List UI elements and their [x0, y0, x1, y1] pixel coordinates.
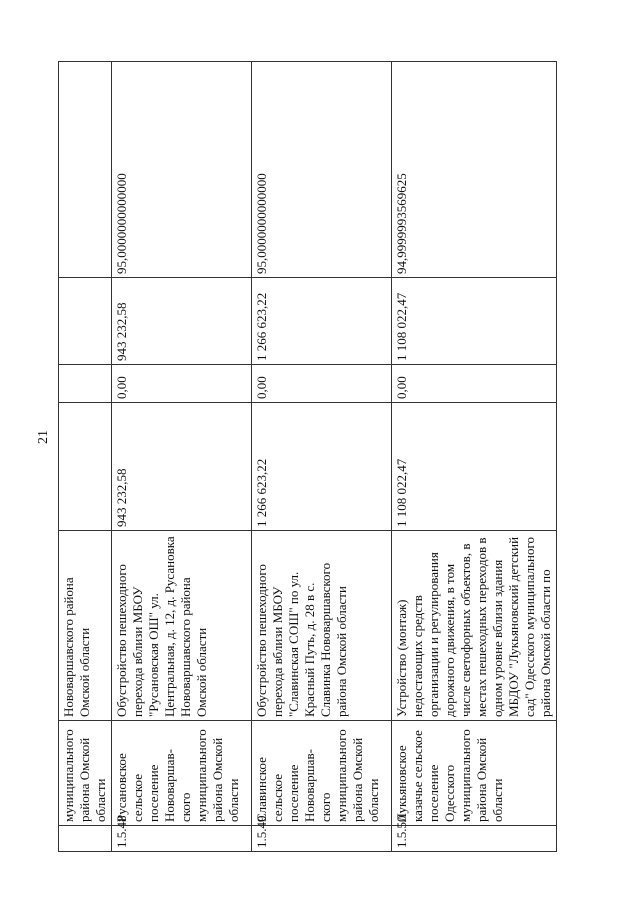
page-number: 21 [36, 430, 51, 444]
object-cell: Нововаршавского района Омской области [59, 531, 112, 721]
table-row [252, 62, 392, 852]
row-number-cell: 1.5.50 [392, 826, 557, 852]
amount-total-cell: 1 266 623,22 [252, 403, 392, 531]
settlement-cell: Славинское сельское поселение Нововаршав-ского муниципального района Омской области [252, 721, 392, 826]
amount-subsidy-cell: 1 108 022,47 [392, 278, 557, 365]
amount-total-cell: 1 108 022,47 [392, 403, 557, 531]
object-cell: Обустройство пешеходного перехода вблизи МБОУ "Славинская СОШ" по ул. Красный Путь, д. 28 в с. Славинка Нововаршавского района Омской области [252, 531, 392, 721]
table-row [392, 62, 557, 852]
percent-cell: 95,0000000000000 [252, 62, 392, 278]
object-cell: Устройство (монтаж) недостающих средств организации и регулирования дорожного движения, в том числе светофорных объектов, в местах пешеходных переходов в одном уровне вблизи здания МБДОУ "Лукьяновский детский сад" Одесского муниципального района Омской области по [392, 531, 557, 721]
rotated-table-container [58, 62, 557, 852]
table-row [59, 62, 112, 852]
settlement-cell: Русановское сельское поселение Нововаршав-ского муниципального района Омской области [112, 721, 252, 826]
amount-subsidy-cell: 943 232,58 [112, 278, 252, 365]
percent-cell: 94,9999993569625 [392, 62, 557, 278]
settlement-cell: муниципального района Омской области [59, 721, 112, 826]
percent-cell [59, 62, 112, 278]
amount-subsidy-cell [59, 278, 112, 365]
amount-local-cell: 0,00 [392, 365, 557, 403]
settlement-cell: Лукьяновское казачье сельское поселение Одесского муниципального района Омской области [392, 721, 557, 826]
amount-local-cell [59, 365, 112, 403]
object-cell: Обустройство пешеходного перехода вблизи МБОУ "Русановская ОШ" ул. Центральная, д. 12, д. Русановка Нововаршавского района Омской области [112, 531, 252, 721]
row-number-cell: 1.5.49 [252, 826, 392, 852]
amount-local-cell: 0,00 [112, 365, 252, 403]
amount-total-cell: 943 232,58 [112, 403, 252, 531]
percent-cell: 95,0000000000000 [112, 62, 252, 278]
amount-total-cell [59, 403, 112, 531]
subsidy-table [58, 61, 557, 852]
amount-local-cell: 0,00 [252, 365, 392, 403]
row-number-cell: 1.5.48 [112, 826, 252, 852]
row-number-cell [59, 826, 112, 852]
table-row [112, 62, 252, 852]
amount-subsidy-cell: 1 266 623,22 [252, 278, 392, 365]
